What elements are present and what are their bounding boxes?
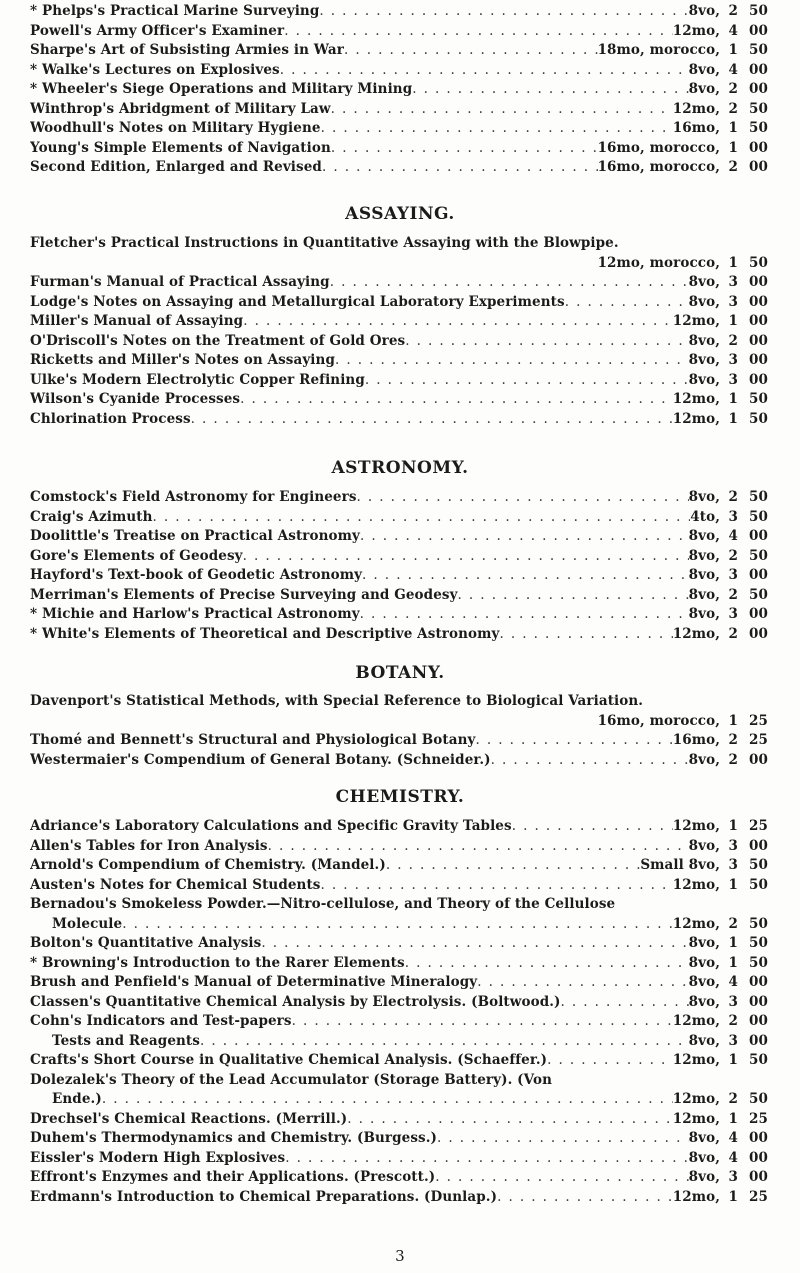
item-format: 8vo, [688, 371, 720, 388]
item-format: 8vo, [688, 81, 720, 97]
item-title: Lodge's Notes on Assaying and Metallurgical Laboratory Experiments [30, 293, 565, 310]
item-price-cents: 00 [749, 1169, 768, 1185]
item-format: 18mo, morocco, [597, 42, 720, 58]
item-format: 16mo, morocco, [597, 139, 720, 156]
item-title: Comstock's Field Astronomy for Engineers [30, 489, 357, 505]
list-item [30, 351, 768, 371]
item-price-cents: 50 [749, 547, 768, 564]
list-item [30, 625, 768, 645]
item-price-dollars: 1 [728, 1188, 738, 1205]
item-price-cents: 00 [749, 313, 768, 329]
list-item-price-line [30, 712, 768, 732]
item-price-cents: 00 [749, 1013, 768, 1029]
botany-list [30, 692, 768, 770]
item-format: 8vo, [688, 489, 720, 505]
list-item [30, 1012, 768, 1032]
item-price-dollars: 2 [728, 81, 738, 97]
item-title: Wilson's Cyanide Processes [30, 391, 241, 407]
item-price-cents: 50 [749, 935, 768, 951]
item-format: 8vo, [688, 1169, 720, 1185]
item-format: 12mo, [672, 915, 720, 932]
section-heading-chemistry: CHEMISTRY. [335, 787, 465, 807]
item-format: 8vo, [688, 954, 720, 971]
item-price-cents: 50 [749, 3, 768, 19]
list-item [30, 527, 768, 547]
item-price-dollars: 4 [728, 22, 738, 39]
item-price-dollars: 4 [728, 1130, 738, 1146]
item-price-dollars: 3 [728, 371, 738, 388]
item-price-dollars: 2 [728, 586, 738, 603]
list-item [30, 1129, 768, 1149]
item-format: 12mo, [672, 391, 720, 407]
item-format: 8vo, [688, 974, 720, 990]
list-item [30, 954, 768, 974]
item-format: 8vo, [688, 935, 720, 951]
item-price-dollars: 3 [728, 508, 738, 525]
chemistry-list [30, 817, 768, 1207]
item-price-dollars: 1 [728, 313, 738, 329]
list-item [30, 2, 768, 22]
item-price-cents: 00 [749, 352, 768, 368]
item-title: O'Driscoll's Notes on the Treatment of Gold Ores [30, 332, 406, 349]
item-title: Austen's Notes for Chemical Students [30, 876, 321, 893]
item-price-dollars: 1 [728, 876, 738, 893]
item-price-cents: 00 [749, 81, 768, 97]
item-title: Cohn's Indicators and Test-papers [30, 1013, 292, 1029]
item-price-cents: 50 [749, 954, 768, 971]
item-price-cents: 00 [749, 1149, 768, 1166]
item-format: 12mo, [672, 22, 720, 39]
item-price-dollars: 2 [728, 100, 738, 117]
item-title: Allen's Tables for Iron Analysis [30, 837, 268, 854]
item-price-cents: 50 [749, 42, 768, 58]
list-item [30, 80, 768, 100]
item-price-dollars: 3 [728, 993, 738, 1010]
list-item [30, 1110, 768, 1130]
item-price-dollars: 1 [728, 935, 738, 951]
item-format: 8vo, [688, 547, 720, 564]
item-price-dollars: 1 [728, 818, 738, 834]
item-format: 16mo, morocco, [597, 712, 720, 729]
item-price-cents: 00 [749, 1032, 768, 1049]
item-format: 12mo, morocco, [597, 254, 720, 271]
list-item [30, 1149, 768, 1169]
item-format: 8vo, [688, 993, 720, 1010]
item-title: Woodhull's Notes on Military Hygiene [30, 120, 321, 136]
item-title: Drechsel's Chemical Reactions. (Merrill.) [30, 1110, 348, 1127]
list-item [30, 586, 768, 606]
item-price-dollars: 1 [728, 139, 738, 156]
list-item-price-line [30, 254, 768, 274]
item-price-dollars: 2 [728, 1091, 738, 1107]
item-format: 12mo, [672, 410, 720, 427]
item-title: Second Edition, Enlarged and Revised [30, 159, 322, 175]
item-title: Bolton's Quantitative Analysis [30, 935, 262, 951]
item-format: 12mo, [672, 313, 720, 329]
list-item [30, 61, 768, 81]
item-price-cents: 50 [749, 1091, 768, 1107]
item-price-dollars: 1 [728, 42, 738, 58]
item-format: 12mo, [672, 818, 720, 834]
item-format: 8vo, [688, 606, 720, 622]
item-format: 12mo, [672, 876, 720, 893]
list-item [30, 1188, 768, 1208]
item-price-dollars: 3 [728, 352, 738, 368]
item-price-dollars: 2 [728, 3, 738, 19]
item-price-cents: 00 [749, 159, 768, 175]
item-title: Effront's Enzymes and their Applications. (Prescott.) [30, 1169, 436, 1185]
item-title: Winthrop's Abridgment of Military Law [30, 100, 331, 117]
item-price-dollars: 2 [728, 751, 738, 768]
item-price-dollars: 2 [728, 547, 738, 564]
item-price-cents: 00 [749, 61, 768, 78]
item-price-cents: 50 [749, 391, 768, 407]
list-item [30, 973, 768, 993]
list-item [30, 915, 768, 935]
list-item [30, 876, 768, 896]
item-price-dollars: 4 [728, 1149, 738, 1166]
item-title: Brush and Penfield's Manual of Determinative Mineralogy [30, 974, 478, 990]
item-price-dollars: 3 [728, 567, 738, 583]
item-format: 8vo, [688, 3, 720, 19]
list-item [30, 158, 768, 178]
item-price-cents: 50 [749, 586, 768, 603]
item-format: 12mo, [672, 100, 720, 117]
list-item [30, 273, 768, 293]
item-price-cents: 50 [749, 876, 768, 893]
item-price-cents: 00 [749, 837, 768, 854]
item-price-cents: 00 [749, 974, 768, 990]
item-price-dollars: 1 [728, 1052, 738, 1068]
item-title: Merriman's Elements of Precise Surveying and Geodesy [30, 586, 458, 603]
item-title: * Wheeler's Siege Operations and Military Mining [30, 81, 413, 97]
item-price-cents: 50 [749, 915, 768, 932]
list-item [30, 312, 768, 332]
item-title: Sharpe's Art of Subsisting Armies in War [30, 42, 344, 58]
item-title: Tests and Reagents [52, 1032, 200, 1049]
item-title: * Phelps's Practical Marine Surveying [30, 3, 320, 19]
item-title: Young's Simple Elements of Navigation [30, 139, 331, 156]
item-price-dollars: 3 [728, 293, 738, 310]
list-item [30, 1090, 768, 1110]
list-item [30, 508, 768, 528]
item-title: Furman's Manual of Practical Assaying [30, 274, 330, 290]
item-format: 8vo, [688, 274, 720, 290]
list-item [30, 856, 768, 876]
item-format: 16mo, [672, 120, 720, 136]
item-price-cents: 00 [749, 567, 768, 583]
item-format: 8vo, [688, 332, 720, 349]
item-price-dollars: 1 [728, 712, 738, 729]
list-item-title-line: Fletcher's Practical Instructions in Quantitative Assaying with the Blowpipe. [30, 235, 619, 251]
list-item [30, 390, 768, 410]
item-price-cents: 50 [749, 100, 768, 117]
item-price-cents: 00 [749, 371, 768, 388]
list-item-title-line: Davenport's Statistical Methods, with Special Reference to Biological Variation. [30, 693, 644, 709]
item-price-cents: 00 [749, 625, 768, 642]
item-title: Thomé and Bennett's Structural and Physiological Botany [30, 732, 476, 748]
item-price-cents: 50 [749, 120, 768, 136]
item-price-cents: 25 [749, 732, 768, 748]
item-price-cents: 00 [749, 293, 768, 310]
item-price-dollars: 2 [728, 915, 738, 932]
list-item [30, 332, 768, 352]
item-price-cents: 00 [749, 22, 768, 39]
item-title: Doolittle's Treatise on Practical Astronomy [30, 528, 360, 544]
list-item [30, 293, 768, 313]
item-price-dollars: 3 [728, 837, 738, 854]
item-format: 8vo, [688, 352, 720, 368]
item-format: 8vo, [688, 586, 720, 603]
item-price-dollars: 2 [728, 489, 738, 505]
item-price-dollars: 1 [728, 954, 738, 971]
item-price-dollars: 1 [728, 1110, 738, 1127]
list-item [30, 934, 768, 954]
list-item [30, 100, 768, 120]
item-title: Crafts's Short Course in Qualitative Chemical Analysis. (Schaeffer.) [30, 1052, 548, 1068]
list-item [30, 566, 768, 586]
item-format: 8vo, [688, 567, 720, 583]
item-title: Miller's Manual of Assaying [30, 313, 244, 329]
item-format: 12mo, [672, 1091, 720, 1107]
item-format: 12mo, [672, 1188, 720, 1205]
item-format: 8vo, [688, 61, 720, 78]
item-title: * White's Elements of Theoretical and Descriptive Astronomy [30, 625, 500, 642]
item-title: Gore's Elements of Geodesy [30, 547, 243, 564]
item-price-dollars: 1 [728, 120, 738, 136]
item-title: Erdmann's Introduction to Chemical Preparations. (Dunlap.) [30, 1188, 498, 1205]
list-item [30, 139, 768, 159]
item-price-cents: 25 [749, 1110, 768, 1127]
item-price-dollars: 4 [728, 61, 738, 78]
item-format: Small 8vo, [640, 857, 720, 873]
item-price-cents: 25 [749, 1188, 768, 1205]
item-title: Powell's Army Officer's Examiner [30, 22, 285, 39]
item-price-cents: 50 [749, 410, 768, 427]
item-title: Hayford's Text-book of Geodetic Astronomy [30, 567, 363, 583]
item-price-cents: 00 [749, 993, 768, 1010]
item-price-dollars: 2 [728, 732, 738, 748]
item-price-dollars: 3 [728, 274, 738, 290]
item-price-cents: 00 [749, 606, 768, 622]
military-list [30, 2, 768, 178]
item-price-cents: 00 [749, 274, 768, 290]
item-title: Eissler's Modern High Explosives [30, 1149, 286, 1166]
list-item [30, 22, 768, 42]
item-price-dollars: 3 [728, 1032, 738, 1049]
item-price-cents: 50 [749, 857, 768, 873]
item-title: Westermaier's Compendium of General Botany. (Schneider.) [30, 751, 491, 768]
item-price-cents: 25 [749, 712, 768, 729]
list-item [30, 837, 768, 857]
item-price-dollars: 4 [728, 974, 738, 990]
item-title: Ulke's Modern Electrolytic Copper Refining [30, 371, 365, 388]
item-price-cents: 50 [749, 1052, 768, 1068]
list-item [30, 993, 768, 1013]
item-price-cents: 00 [749, 751, 768, 768]
item-price-cents: 50 [749, 254, 768, 271]
item-price-cents: 00 [749, 1130, 768, 1146]
item-price-dollars: 1 [728, 391, 738, 407]
item-price-cents: 00 [749, 528, 768, 544]
list-item [30, 1168, 768, 1188]
item-price-cents: 25 [749, 818, 768, 834]
item-price-cents: 50 [749, 489, 768, 505]
list-item [30, 488, 768, 508]
item-price-dollars: 2 [728, 1013, 738, 1029]
list-item [30, 1032, 768, 1052]
item-format: 16mo, [672, 732, 720, 748]
list-item [30, 547, 768, 567]
list-item [30, 605, 768, 625]
section-heading-botany: BOTANY. [355, 663, 445, 683]
page-number: 3 [395, 1247, 405, 1265]
list-item [30, 371, 768, 391]
item-format: 12mo, [672, 1110, 720, 1127]
list-item [30, 1051, 768, 1071]
item-price-dollars: 1 [728, 254, 738, 271]
item-title: Chlorination Process [30, 410, 191, 427]
item-format: 16mo, morocco, [597, 159, 720, 175]
item-price-dollars: 4 [728, 528, 738, 544]
item-title: Ricketts and Miller's Notes on Assaying [30, 352, 335, 368]
item-format: 12mo, [672, 1052, 720, 1068]
astronomy-list [30, 488, 768, 644]
item-title: Adriance's Laboratory Calculations and Specific Gravity Tables [30, 818, 512, 834]
item-title: * Walke's Lectures on Explosives [30, 61, 280, 78]
item-price-cents: 00 [749, 139, 768, 156]
item-price-dollars: 3 [728, 606, 738, 622]
list-item-title-line: Dolezalek's Theory of the Lead Accumulator (Storage Battery). (Von [30, 1071, 553, 1088]
item-title: Craig's Azimuth [30, 508, 153, 525]
item-price-cents: 50 [749, 508, 768, 525]
item-price-dollars: 1 [728, 410, 738, 427]
item-price-dollars: 3 [728, 857, 738, 873]
item-format: 8vo, [688, 1032, 720, 1049]
list-item [30, 41, 768, 61]
item-title: * Browning's Introduction to the Rarer Elements [30, 954, 405, 971]
section-heading-astronomy: ASTRONOMY. [331, 458, 469, 478]
item-price-dollars: 3 [728, 1169, 738, 1185]
item-format: 8vo, [688, 751, 720, 768]
list-item [30, 119, 768, 139]
item-format: 12mo, [672, 1013, 720, 1029]
list-item [30, 751, 768, 771]
item-format: 8vo, [688, 837, 720, 854]
item-format: 8vo, [688, 1130, 720, 1146]
item-format: 4to, [690, 508, 720, 525]
item-title: Ende.) [52, 1091, 102, 1107]
item-format: 8vo, [688, 528, 720, 544]
item-price-dollars: 2 [728, 159, 738, 175]
item-price-cents: 00 [749, 332, 768, 349]
list-item [30, 817, 768, 837]
item-price-dollars: 2 [728, 625, 738, 642]
item-title: Molecule [52, 915, 123, 932]
item-title: Duhem's Thermodynamics and Chemistry. (Burgess.) [30, 1130, 438, 1146]
item-format: 8vo, [688, 293, 720, 310]
item-title: * Michie and Harlow's Practical Astronomy [30, 606, 360, 622]
list-item [30, 731, 768, 751]
item-title: Classen's Quantitative Chemical Analysis by Electrolysis. (Boltwood.) [30, 993, 561, 1010]
item-price-dollars: 2 [728, 332, 738, 349]
list-item-title-line: Bernadou's Smokeless Powder.—Nitro-cellulose, and Theory of the Cellulose [30, 896, 616, 912]
item-title: Arnold's Compendium of Chemistry. (Mandel.) [30, 857, 386, 873]
item-format: 8vo, [688, 1149, 720, 1166]
list-item [30, 410, 768, 430]
assaying-list [30, 234, 768, 429]
section-heading-assaying: ASSAYING. [345, 204, 455, 224]
item-format: 12mo, [672, 625, 720, 642]
